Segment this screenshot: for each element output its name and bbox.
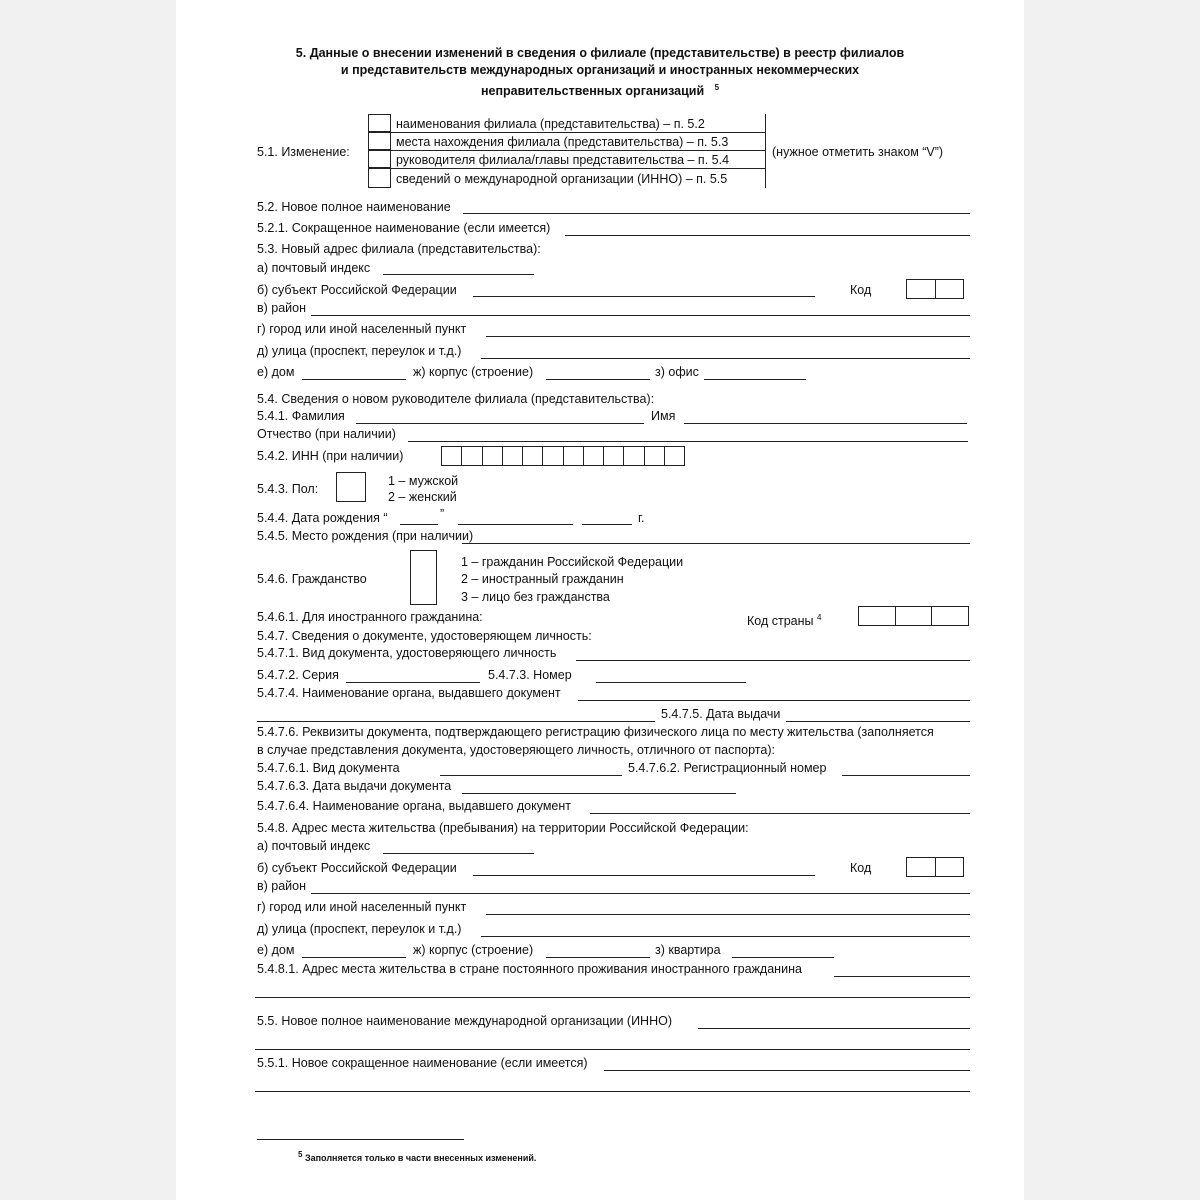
residence-address-heading: 5.4.8. Адрес места жительства (пребывания) на территории Российской Федерации: [257,821,749,835]
section-title-line-3: неправительственных организаций $^5$ [480,83,720,99]
short-name-label: 5.2.1. Сокращенное наименование (если имеется) [257,221,551,235]
reg-authority-field[interactable] [590,813,970,814]
new-full-name-field[interactable] [463,213,970,214]
footnote-marker: 5 [714,83,720,92]
org-short-name-field[interactable] [604,1070,970,1071]
org-full-name-label: 5.5. Новое полное наименование международной организации (ИННО) [257,1014,672,1028]
footnote: 5 Заполняется только в части внесенных изменений. [298,1150,537,1163]
reg-issue-date-field[interactable] [462,793,736,794]
inn-cells[interactable] [441,446,685,466]
first-name-field[interactable] [684,423,967,424]
foreign-residence-field-continued[interactable] [255,997,970,998]
doc-type-field[interactable] [576,660,970,661]
gender-option-female: 2 – женский [388,490,457,504]
patronymic-field[interactable] [408,441,968,442]
surname-field[interactable] [356,423,644,424]
res-apartment-label: з) квартира [655,943,721,957]
subject-code-label: Код [850,283,872,297]
citizenship-option-russian: 1 – гражданин Российской Федерации [461,555,684,569]
res-building-field[interactable] [546,957,650,958]
district-field[interactable] [311,315,970,316]
change-checkbox-location[interactable] [368,132,391,150]
res-subject-field[interactable] [473,875,815,876]
street-label: д) улица (проспект, переулок и т.д.) [257,344,462,358]
subject-field[interactable] [473,296,815,297]
citizenship-label: 5.4.6. Гражданство [257,572,367,586]
res-district-label: в) район [257,879,307,893]
doc-number-field[interactable] [596,682,746,683]
org-short-name-field-continued[interactable] [255,1091,970,1092]
citizenship-option-stateless: 3 – лицо без гражданства [461,590,610,604]
birthplace-field[interactable] [462,543,970,544]
country-code-cells[interactable] [858,606,969,626]
subject-label: б) субъект Российской Федерации [257,283,457,297]
res-street-field[interactable] [481,936,970,937]
reg-issue-date-label: 5.4.7.6.3. Дата выдачи документа [257,779,452,793]
country-code-label: Код страны $^4$ [747,613,822,629]
gender-option-male: 1 – мужской [388,474,459,488]
district-label: в) район [257,301,307,315]
new-head-heading: 5.4. Сведения о новом руководителе филиала (представительства): [257,392,655,406]
issuing-authority-field-continued[interactable] [257,721,655,722]
house-field[interactable] [302,379,406,380]
reg-doc-type-field[interactable] [440,775,622,776]
gender-label: 5.4.3. Пол: [257,482,319,496]
year-suffix: г. [638,511,645,525]
building-label: ж) корпус (строение) [413,365,534,379]
org-short-name-label: 5.5.1. Новое сокращенное наименование (если имеется) [257,1056,588,1070]
birth-year-field[interactable] [582,524,632,525]
postal-code-label: а) почтовый индекс [257,261,371,275]
foreign-residence-label: 5.4.8.1. Адрес места жительства в стране постоянного проживания иностранного гражданина [257,962,802,976]
res-street-label: д) улица (проспект, переулок и т.д.) [257,922,462,936]
building-field[interactable] [546,379,650,380]
reg-authority-label: 5.4.7.6.4. Наименование органа, выдавшего документ [257,799,572,813]
identity-doc-heading: 5.4.7. Сведения о документе, удостоверяющем личность: [257,629,592,643]
birthplace-label: 5.4.5. Место рождения (при наличии) [257,529,474,543]
res-district-field[interactable] [311,893,970,894]
birth-date-quote: ” [440,507,445,521]
org-full-name-field[interactable] [698,1028,970,1029]
res-postal-code-field[interactable] [383,853,534,854]
res-subject-label: б) субъект Российской Федерации [257,861,457,875]
doc-type-label: 5.4.7.1. Вид документа, удостоверяющего личность [257,646,557,660]
citizenship-box[interactable] [410,550,437,605]
office-field[interactable] [704,379,806,380]
section-title-line-2: и представительств международных организаций и иностранных некоммерческих [340,63,860,77]
change-option-name: наименования филиала (представительства) – п. 5.2 [396,117,705,131]
change-checkbox-name[interactable] [368,114,391,132]
change-checkbox-head[interactable] [368,150,391,168]
res-postal-code-label: а) почтовый индекс [257,839,371,853]
doc-series-field[interactable] [346,682,480,683]
doc-number-label: 5.4.7.3. Номер [488,668,572,682]
res-building-label: ж) корпус (строение) [413,943,534,957]
footnote-divider [257,1139,464,1140]
res-house-field[interactable] [302,957,406,958]
new-full-name-label: 5.2. Новое полное наименование [257,200,451,214]
issue-date-label: 5.4.7.5. Дата выдачи [661,707,781,721]
office-label: з) офис [655,365,699,379]
issuing-authority-label: 5.4.7.4. Наименование органа, выдавшего документ [257,686,561,700]
change-option-head: руководителя филиала/главы представительства – п. 5.4 [396,153,730,167]
foreign-residence-field[interactable] [834,976,970,977]
inn-label: 5.4.2. ИНН (при наличии) [257,449,404,463]
surname-label: 5.4.1. Фамилия [257,409,345,423]
reg-number-label: 5.4.7.6.2. Регистрационный номер [628,761,827,775]
res-subject-code-cells[interactable] [906,857,964,877]
reg-doc-type-label: 5.4.7.6.1. Вид документа [257,761,400,775]
change-checkbox-organization[interactable] [368,168,391,188]
issuing-authority-field[interactable] [578,700,970,701]
city-field[interactable] [486,336,970,337]
postal-code-field[interactable] [383,274,534,275]
first-name-label: Имя [651,409,676,423]
res-house-label: е) дом [257,943,295,957]
change-note: (нужное отметить знаком “V”) [772,145,944,159]
patronymic-label: Отчество (при наличии) [257,427,396,441]
res-city-field[interactable] [486,914,970,915]
issue-date-field[interactable] [786,721,970,722]
birth-date-label: 5.4.4. Дата рождения “ [257,511,388,525]
org-full-name-field-continued[interactable] [255,1049,970,1050]
res-subject-code-label: Код [850,861,872,875]
subject-code-cells[interactable] [906,279,964,299]
city-label: г) город или иной населенный пункт [257,322,467,336]
birth-day-field[interactable] [400,524,438,525]
change-label: 5.1. Изменение: [257,145,350,159]
gender-box[interactable] [336,472,366,502]
street-field[interactable] [481,358,970,359]
short-name-field[interactable] [565,235,970,236]
change-option-organization: сведений о международной организации (ИННО) – п. 5.5 [396,172,728,186]
res-city-label: г) город или иной населенный пункт [257,900,467,914]
registration-doc-line-2: в случае представления документа, удостоверяющего личность, отличного от паспорта): [257,743,775,757]
house-label: е) дом [257,365,295,379]
section-title-line-1: 5. Данные о внесении изменений в сведения о филиале (представительстве) в реестр филиалов [295,46,905,60]
doc-series-label: 5.4.7.2. Серия [257,668,339,682]
citizenship-option-foreign: 2 – иностранный гражданин [461,572,624,586]
reg-number-field[interactable] [842,775,970,776]
birth-month-field[interactable] [458,524,573,525]
res-apartment-field[interactable] [732,957,834,958]
change-option-location: места нахождения филиала (представительства) – п. 5.3 [396,135,729,149]
foreign-citizen-label: 5.4.6.1. Для иностранного гражданина: [257,610,483,624]
new-address-heading: 5.3. Новый адрес филиала (представительства): [257,242,541,256]
registration-doc-line-1: 5.4.7.6. Реквизиты документа, подтверждающего регистрацию физического лица по месту жительства (заполняется [257,725,934,739]
